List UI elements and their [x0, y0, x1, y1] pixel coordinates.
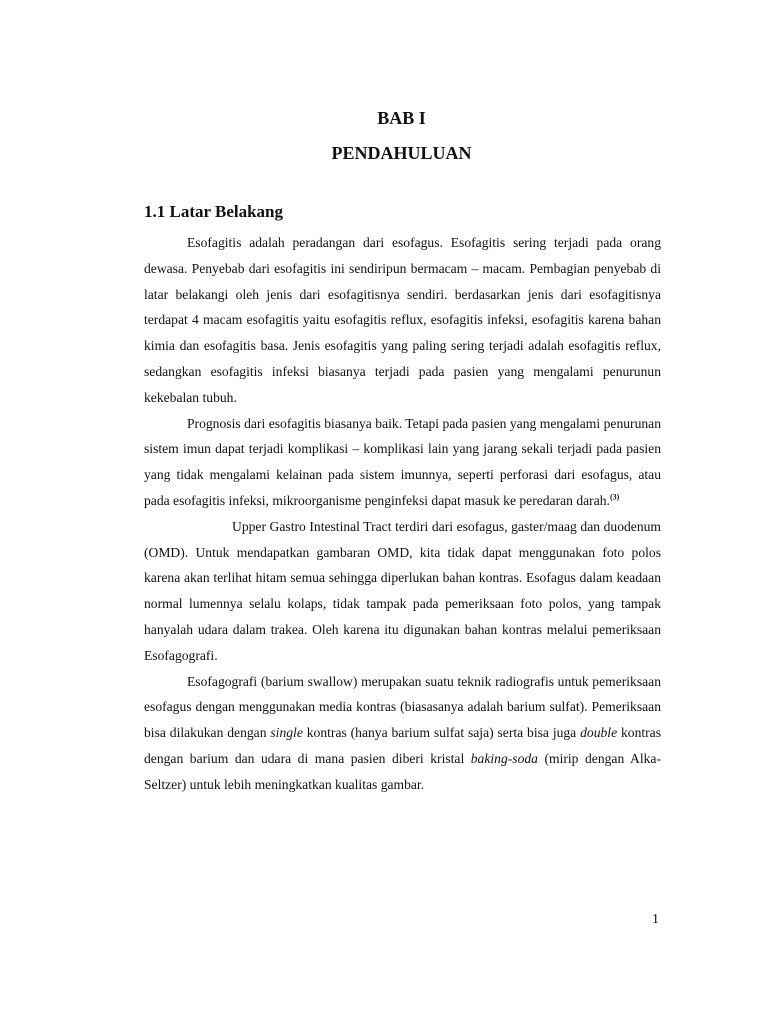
- body-text: [144, 230, 661, 798]
- term-single: single: [270, 725, 303, 741]
- term-double: double: [580, 725, 618, 741]
- paragraph-4-text-c: kontras dengan barium dan udara di mana pasien diberi kristal: [144, 725, 662, 766]
- paragraph-4-text-a: Esofagografi (barium swallow) merupakan suatu teknik radiografis untuk pemeriksaan esofagus dengan menggunakan media kontras (biasasanya adalah barium sulfat). Pemeriksaan bisa dilakukan dengan: [144, 673, 661, 741]
- paragraph-4-text-d: (mirip dengan Alka-Seltzer) untuk lebih meningkatkan kualitas gambar.: [144, 750, 661, 792]
- citation-reference: (3): [609, 492, 620, 502]
- page-number: 1: [652, 912, 659, 927]
- section-heading: 1.1 Latar Belakang: [144, 202, 284, 221]
- paragraph-2-text: Prognosis dari esofagitis biasanya baik. Tetapi pada pasien yang mengalami penurunan sistem imun dapat terjadi komplikasi – komplikasi lain yang jarang sekali terjadi pada pasien yang tidak mengalami kelainan pada sistem imunnya, seperti perforasi dari esofagus, atau pada esofagitis infeksi, mikroorganisme penginfeksi dapat masuk ke peredaran darah.: [144, 415, 661, 508]
- paragraph-4-text-b: kontras (hanya barium sulfat saja) serta bisa juga: [302, 725, 581, 741]
- chapter-title: PENDAHULUAN: [331, 143, 472, 163]
- paragraph-3: Upper Gastro Intestinal Tract terdiri dari esofagus, gaster/maag dan duodenum (OMD). Untuk mendapatkan gambaran OMD, kita tidak dapat menggunakan foto polos karena akan terlihat hitam semua sehingga diperlukan bahan kontras. Esofagus dalam keadaan normal lumennya selalu kolaps, tidak tampak pada pemeriksaan foto polos, yang tampak hanyalah udara dalam trakea. Oleh karena itu digunakan bahan kontras melalui pemeriksaan Esofagografi.: [144, 518, 661, 663]
- chapter-label: BAB I: [377, 108, 426, 128]
- paragraph-4: [144, 669, 661, 798]
- paragraph-2: [144, 411, 661, 514]
- paragraph-1: Esofagitis adalah peradangan dari esofagus. Esofagitis sering terjadi pada orang dewasa. Penyebab dari esofagitis ini sendiripun bermacam – macam. Pembagian penyebab di latar belakangi oleh jenis dari esofagitisnya sendiri. berdasarkan jenis dari esofagitisnya terdapat 4 macam esofagitis yaitu esofagitis reflux, esofagitis infeksi, esofagitis karena bahan kimia dan esofagitis basa. Jenis esofagitis yang paling sering terjadi adalah esofagitis reflux, sedangkan esofagitis infeksi biasanya terjadi pada pasien yang mengalami penurunun kekebalan tubuh.: [144, 235, 661, 405]
- term-baking-soda: baking-soda: [470, 750, 538, 766]
